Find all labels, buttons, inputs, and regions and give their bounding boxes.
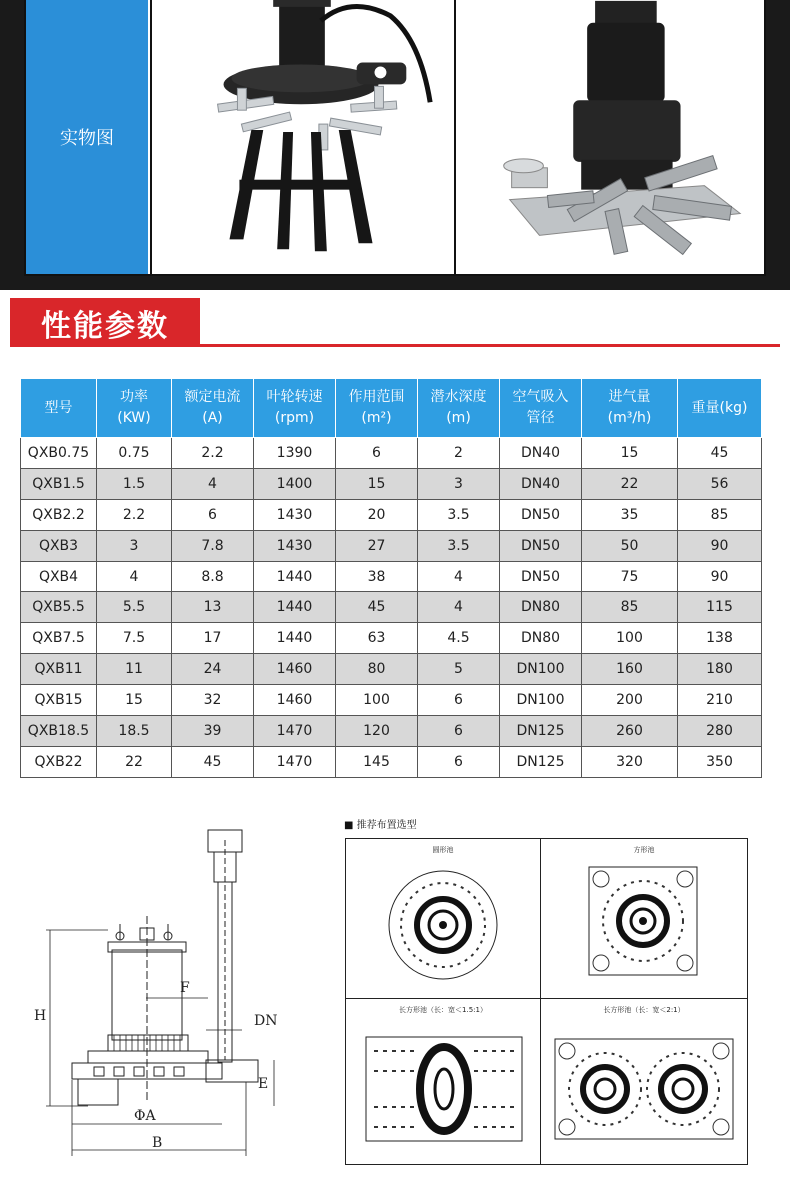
table-cell: 100 [582, 623, 678, 654]
table-cell: 6 [418, 685, 500, 716]
layout-square-pool: 方形池 [541, 839, 747, 999]
table-cell: 1440 [254, 561, 336, 592]
table-cell: 4 [172, 468, 254, 499]
dim-label-dn: DN [254, 1013, 278, 1029]
table-cell: 22 [97, 746, 172, 777]
table-cell: 120 [336, 716, 418, 747]
table-cell: 1390 [254, 438, 336, 469]
table-cell: 15 [582, 438, 678, 469]
product-photo-1 [150, 0, 452, 274]
table-cell: 6 [172, 499, 254, 530]
table-cell: 1440 [254, 623, 336, 654]
col-header-weight: 重量(kg) [678, 379, 762, 438]
table-cell: 4 [418, 592, 500, 623]
col-header-air-volume: 进气量 (m³/h) [582, 379, 678, 438]
table-row [21, 438, 762, 469]
table-row [21, 468, 762, 499]
table-cell: QXB7.5 [21, 623, 97, 654]
col-header-range: 作用范围 (m²) [336, 379, 418, 438]
dim-label-a: ΦA [134, 1108, 156, 1124]
table-cell: 1470 [254, 746, 336, 777]
col-header-speed: 叶轮转速 (rpm) [254, 379, 336, 438]
table-cell: 45 [172, 746, 254, 777]
table-cell: 4 [418, 561, 500, 592]
table-cell: QXB2.2 [21, 499, 97, 530]
table-cell: 2 [418, 438, 500, 469]
table-cell: QXB1.5 [21, 468, 97, 499]
table-cell: 1.5 [97, 468, 172, 499]
table-cell: 18.5 [97, 716, 172, 747]
table-cell: 1400 [254, 468, 336, 499]
table-cell: 75 [582, 561, 678, 592]
table-cell: 0.75 [97, 438, 172, 469]
table-cell: 1440 [254, 592, 336, 623]
col-header-model: 型号 [21, 379, 97, 438]
layout-grid [345, 838, 748, 1165]
table-cell: 160 [582, 654, 678, 685]
table-cell: 6 [418, 716, 500, 747]
table-cell: 2.2 [97, 499, 172, 530]
table-cell: 27 [336, 530, 418, 561]
table-cell: DN100 [500, 654, 582, 685]
table-cell: 22 [582, 468, 678, 499]
table-row [21, 654, 762, 685]
table-cell: QXB11 [21, 654, 97, 685]
table-cell: 13 [172, 592, 254, 623]
table-cell: DN125 [500, 746, 582, 777]
table-row [21, 592, 762, 623]
dimension-drawing [28, 820, 310, 1165]
table-cell: 15 [336, 468, 418, 499]
table-cell: 38 [336, 561, 418, 592]
table-cell: DN40 [500, 468, 582, 499]
layout-rect-pool-2: 长方形池（长：宽＜2:1） [541, 999, 747, 1164]
dim-label-f: F [180, 980, 190, 996]
aerator-radial-illustration [456, 0, 764, 274]
table-cell: 50 [582, 530, 678, 561]
table-cell: 145 [336, 746, 418, 777]
table-cell: 90 [678, 530, 762, 561]
table-cell: 6 [336, 438, 418, 469]
table-cell: 80 [336, 654, 418, 685]
dim-label-b: B [152, 1135, 163, 1151]
table-cell: 5.5 [97, 592, 172, 623]
table-cell: 11 [97, 654, 172, 685]
table-cell: 260 [582, 716, 678, 747]
table-cell: QXB5.5 [21, 592, 97, 623]
table-cell: 3.5 [418, 530, 500, 561]
table-cell: DN80 [500, 623, 582, 654]
table-cell: 1460 [254, 654, 336, 685]
table-cell: DN50 [500, 499, 582, 530]
table-cell: 180 [678, 654, 762, 685]
table-cell: 4.5 [418, 623, 500, 654]
table-cell: QXB4 [21, 561, 97, 592]
table-cell: 39 [172, 716, 254, 747]
table-cell: QXB0.75 [21, 438, 97, 469]
product-photo-band [0, 0, 790, 290]
table-cell: 7.5 [97, 623, 172, 654]
table-cell: 1460 [254, 685, 336, 716]
col-header-current: 额定电流 (A) [172, 379, 254, 438]
table-cell: 85 [678, 499, 762, 530]
col-header-air-pipe: 空气吸入 管径 [500, 379, 582, 438]
table-cell: 3 [418, 468, 500, 499]
table-cell: QXB15 [21, 685, 97, 716]
table-row [21, 499, 762, 530]
table-row [21, 530, 762, 561]
table-header-row [21, 379, 762, 438]
table-cell: 100 [336, 685, 418, 716]
table-cell: 8.8 [172, 561, 254, 592]
table-cell: 2.2 [172, 438, 254, 469]
layout-rect-pool-1-5: 长方形池（长：宽＜1.5:1） [346, 999, 541, 1164]
table-cell: DN50 [500, 561, 582, 592]
table-cell: 1430 [254, 530, 336, 561]
table-cell: 85 [582, 592, 678, 623]
table-cell: DN100 [500, 685, 582, 716]
table-cell: QXB18.5 [21, 716, 97, 747]
table-cell: 3 [97, 530, 172, 561]
table-cell: 45 [678, 438, 762, 469]
table-cell: 3.5 [418, 499, 500, 530]
table-cell: DN80 [500, 592, 582, 623]
table-cell: 56 [678, 468, 762, 499]
layout-caption: ■ 推荐布置选型 [344, 820, 417, 831]
table-row [21, 623, 762, 654]
table-cell: 32 [172, 685, 254, 716]
table-cell: 90 [678, 561, 762, 592]
dim-label-h: H [34, 1008, 47, 1024]
table-cell: 200 [582, 685, 678, 716]
aerator-stand-illustration [152, 0, 452, 274]
col-header-power: 功率 (KW) [97, 379, 172, 438]
table-cell: DN125 [500, 716, 582, 747]
aerator-dimension-svg [28, 820, 310, 1165]
photo-frame [24, 0, 766, 276]
dim-label-e: E [258, 1076, 269, 1092]
table-row [21, 561, 762, 592]
table-body [21, 438, 762, 778]
table-cell: 6 [418, 746, 500, 777]
section-title: 性能参数 [10, 298, 200, 347]
table-cell: 15 [97, 685, 172, 716]
table-cell: 320 [582, 746, 678, 777]
table-cell: 4 [97, 561, 172, 592]
layout-round-pool: 圆形池 [346, 839, 541, 999]
table-cell: 63 [336, 623, 418, 654]
table-cell: 1470 [254, 716, 336, 747]
table-cell: DN40 [500, 438, 582, 469]
table-cell: 210 [678, 685, 762, 716]
photo-label: 实物图 [26, 0, 148, 274]
product-photo-2 [454, 0, 764, 274]
table-row [21, 685, 762, 716]
table-cell: 1430 [254, 499, 336, 530]
recommended-layout [340, 812, 752, 1172]
table-cell: DN50 [500, 530, 582, 561]
table-cell: 35 [582, 499, 678, 530]
table-cell: 138 [678, 623, 762, 654]
table-cell: QXB22 [21, 746, 97, 777]
table-cell: 17 [172, 623, 254, 654]
table-cell: 45 [336, 592, 418, 623]
table-cell: 20 [336, 499, 418, 530]
table-cell: 7.8 [172, 530, 254, 561]
table-cell: 24 [172, 654, 254, 685]
table-row [21, 716, 762, 747]
table-cell: 5 [418, 654, 500, 685]
table-cell: 115 [678, 592, 762, 623]
table-row [21, 746, 762, 777]
performance-table [20, 378, 762, 778]
table-cell: QXB3 [21, 530, 97, 561]
table-cell: 280 [678, 716, 762, 747]
table-cell: 350 [678, 746, 762, 777]
col-header-depth: 潜水深度 (m) [418, 379, 500, 438]
